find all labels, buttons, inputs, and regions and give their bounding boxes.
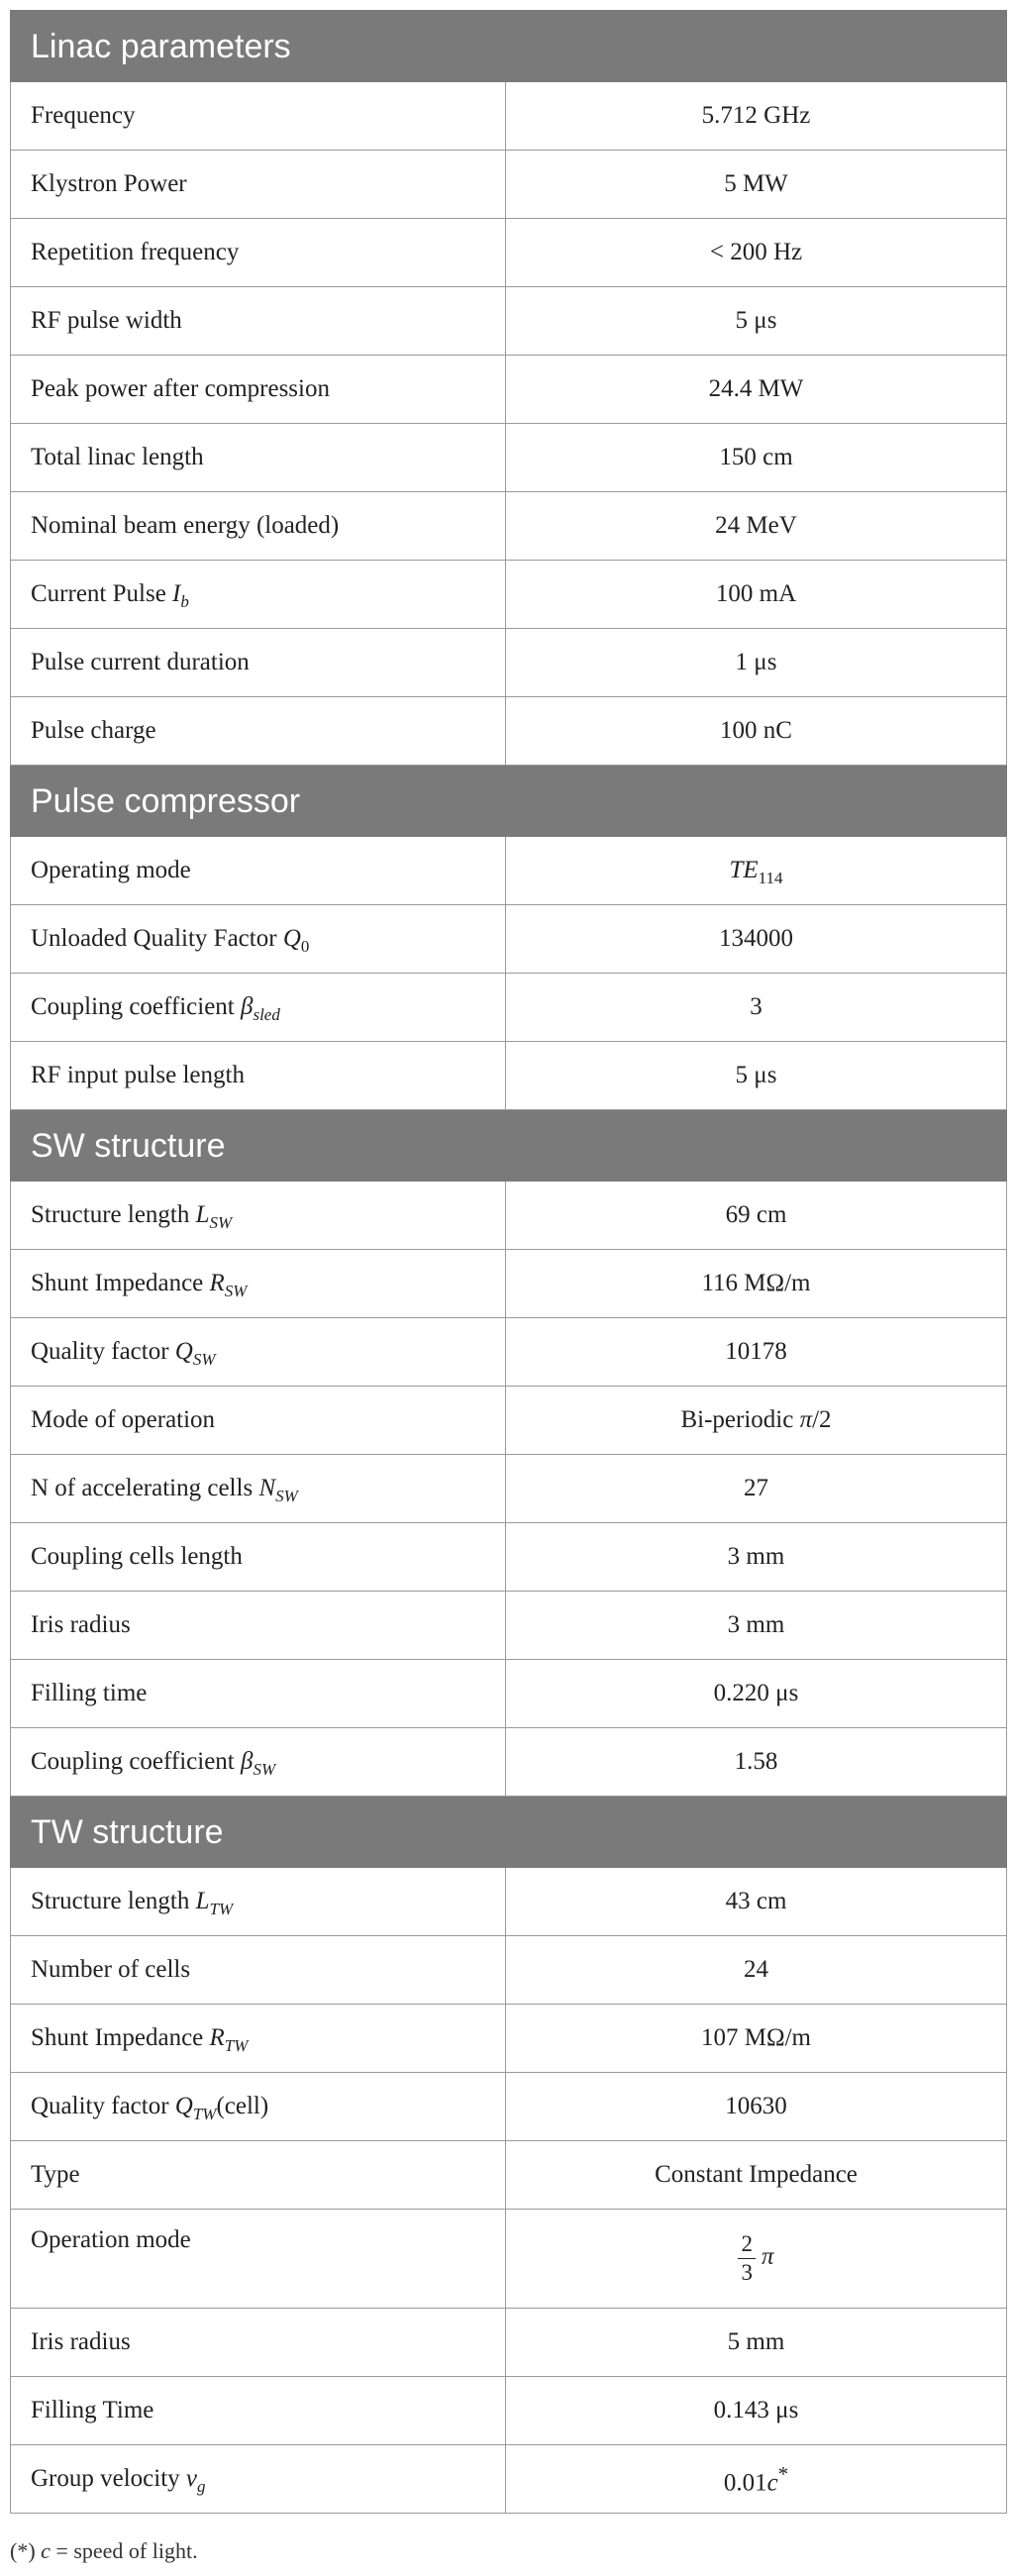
parameter-label: N of accelerating cells — [31, 1475, 254, 1501]
parameter-value: 107 MΩ/m — [506, 2005, 1007, 2073]
parameter-subscript: SW — [224, 1282, 248, 1300]
parameter-symbol: N — [258, 1475, 276, 1501]
parameter-value: 43 cm — [506, 1868, 1007, 1936]
table-row — [11, 1042, 1007, 1110]
parameter-value: 5 μs — [506, 287, 1007, 356]
parameter-label: Frequency — [11, 82, 506, 151]
parameter-value: 24.4 MW — [506, 356, 1007, 424]
table-row — [11, 2377, 1007, 2445]
parameter-value: 116 MΩ/m — [506, 1250, 1007, 1318]
parameter-value-cell — [506, 1387, 1007, 1455]
table-row — [11, 697, 1007, 766]
parameter-value-cell — [506, 2445, 1007, 2514]
section-title: Linac parameters — [11, 11, 1007, 82]
parameter-symbol: L — [195, 1201, 210, 1228]
value-symbol: c — [766, 2469, 778, 2497]
parameter-value: 24 — [506, 1936, 1007, 2005]
parameter-label: Number of cells — [11, 1936, 506, 2005]
section-header-linac — [11, 11, 1007, 82]
parameter-symbol: Q — [174, 1338, 193, 1365]
parameter-label: RF input pulse length — [11, 1042, 506, 1110]
value-symbol: π — [799, 1406, 813, 1433]
table-row — [11, 1936, 1007, 2005]
parameters-table — [10, 10, 1007, 2514]
parameter-label: Total linac length — [11, 424, 506, 492]
parameter-label: Pulse charge — [11, 697, 506, 766]
table-row — [11, 492, 1007, 561]
table-row — [11, 1868, 1007, 1936]
table-row — [11, 1592, 1007, 1660]
parameter-value: 150 cm — [506, 424, 1007, 492]
parameter-label: Coupling cells length — [11, 1523, 506, 1592]
parameter-value: 5 mm — [506, 2309, 1007, 2377]
parameter-value: 10630 — [506, 2073, 1007, 2141]
parameter-label: Pulse current duration — [11, 629, 506, 697]
parameter-value: Constant Impedance — [506, 2141, 1007, 2210]
parameter-value: 10178 — [506, 1318, 1007, 1387]
value-symbol: π — [761, 2243, 774, 2271]
parameter-label: Operating mode — [11, 837, 506, 905]
parameter-label: Mode of operation — [11, 1387, 506, 1455]
table-row — [11, 287, 1007, 356]
parameter-value: 5 μs — [506, 1042, 1007, 1110]
section-header-sw — [11, 1110, 1007, 1182]
parameter-label-cell — [11, 974, 506, 1042]
parameter-label: Type — [11, 2141, 506, 2210]
section-title: SW structure — [11, 1110, 1007, 1182]
footnote-symbol: c — [41, 2538, 51, 2563]
table-row — [11, 1523, 1007, 1592]
table-row — [11, 2073, 1007, 2141]
parameter-value: 3 mm — [506, 1592, 1007, 1660]
parameter-label-cell — [11, 561, 506, 629]
table-row — [11, 151, 1007, 219]
parameter-value: 100 nC — [506, 697, 1007, 766]
section-title: TW structure — [11, 1797, 1007, 1868]
value-prefix: Bi-periodic — [680, 1406, 800, 1433]
parameter-value: < 200 Hz — [506, 219, 1007, 287]
footnote — [10, 2537, 198, 2565]
section-title: Pulse compressor — [11, 766, 1007, 837]
parameter-label: Nominal beam energy (loaded) — [11, 492, 506, 561]
parameter-subscript: SW — [192, 1350, 216, 1369]
parameter-label-cell — [11, 905, 506, 974]
parameter-label-cell — [11, 1182, 506, 1250]
parameter-symbol: R — [209, 2024, 225, 2051]
parameter-symbol: Q — [282, 925, 301, 952]
parameter-subscript: sled — [253, 1005, 280, 1024]
parameter-label: Quality factor — [31, 1338, 169, 1365]
section-header-tw — [11, 1797, 1007, 1868]
table-row — [11, 356, 1007, 424]
table-row — [11, 2309, 1007, 2377]
parameter-label-cell — [11, 2005, 506, 2073]
parameter-subscript: g — [197, 2477, 206, 2496]
table-row — [11, 1455, 1007, 1523]
parameter-value: 3 mm — [506, 1523, 1007, 1592]
parameter-subscript: SW — [253, 1760, 276, 1779]
parameter-label-cell — [11, 1318, 506, 1387]
parameter-value: 134000 — [506, 905, 1007, 974]
section-header-compressor — [11, 766, 1007, 837]
parameter-label: Iris radius — [11, 1592, 506, 1660]
parameter-value: 3 — [506, 974, 1007, 1042]
parameter-symbol: v — [185, 2465, 198, 2492]
parameter-label: Quality factor — [31, 2093, 169, 2119]
parameter-symbol: I — [172, 580, 181, 607]
table-row — [11, 2445, 1007, 2514]
parameter-value: 0.143 μs — [506, 2377, 1007, 2445]
parameter-value: 0.220 μs — [506, 1660, 1007, 1728]
parameter-symbol: Q — [174, 2093, 193, 2119]
parameter-subscript: 0 — [300, 937, 310, 956]
table-row — [11, 974, 1007, 1042]
parameter-value: 100 mA — [506, 561, 1007, 629]
fraction-numerator: 2 — [738, 2230, 756, 2259]
parameter-label: Filling Time — [11, 2377, 506, 2445]
parameter-value: 5.712 GHz — [506, 82, 1007, 151]
parameter-value: 1 μs — [506, 629, 1007, 697]
parameter-label: RF pulse width — [11, 287, 506, 356]
parameter-label: Shunt Impedance — [31, 1270, 204, 1296]
parameter-value: 24 MeV — [506, 492, 1007, 561]
table-row — [11, 1182, 1007, 1250]
parameter-subscript: b — [180, 592, 189, 611]
parameter-value-cell — [506, 2210, 1007, 2309]
parameter-label: Current Pulse — [31, 580, 166, 607]
parameter-value: 27 — [506, 1455, 1007, 1523]
table-row — [11, 1728, 1007, 1797]
parameter-value: 69 cm — [506, 1182, 1007, 1250]
parameter-label: Unloaded Quality Factor — [31, 925, 277, 952]
parameter-symbol: R — [209, 1270, 225, 1296]
table-row — [11, 561, 1007, 629]
parameter-label: Coupling coefficient — [31, 993, 235, 1020]
table-row — [11, 837, 1007, 905]
table-row — [11, 1250, 1007, 1318]
parameter-label: Klystron Power — [11, 151, 506, 219]
parameter-label-cell — [11, 1250, 506, 1318]
parameter-value: 5 MW — [506, 151, 1007, 219]
parameter-suffix: (cell) — [216, 2093, 269, 2119]
table-row — [11, 219, 1007, 287]
footnote-marker: (*) — [10, 2538, 36, 2563]
fraction-denominator: 3 — [741, 2260, 753, 2285]
fraction — [738, 2230, 756, 2287]
table-row — [11, 1387, 1007, 1455]
parameter-label: Coupling coefficient — [31, 1748, 235, 1775]
table-row — [11, 1318, 1007, 1387]
parameter-symbol: L — [195, 1888, 210, 1914]
parameter-label-cell — [11, 1728, 506, 1797]
parameter-label: Filling time — [11, 1660, 506, 1728]
value-suffix: /2 — [812, 1406, 832, 1433]
parameter-subscript: TW — [209, 1900, 234, 1918]
parameter-label-cell — [11, 2073, 506, 2141]
parameter-label: Operation mode — [11, 2210, 506, 2309]
footnote-text: = speed of light. — [50, 2538, 198, 2563]
parameter-label: Structure length — [31, 1888, 190, 1914]
table-row — [11, 2141, 1007, 2210]
parameter-label-cell — [11, 1868, 506, 1936]
parameter-subscript: TW — [224, 2036, 249, 2055]
parameter-value-cell — [506, 837, 1007, 905]
value-number: 0.01 — [723, 2469, 767, 2497]
parameter-label-cell — [11, 2445, 506, 2514]
table-row — [11, 2210, 1007, 2309]
table-row — [11, 2005, 1007, 2073]
parameter-label: Group velocity — [31, 2465, 180, 2492]
parameter-subscript: SW — [275, 1487, 298, 1505]
parameter-label-cell — [11, 1455, 506, 1523]
table-row — [11, 82, 1007, 151]
table-row — [11, 424, 1007, 492]
parameter-label: Repetition frequency — [11, 219, 506, 287]
parameter-value: 1.58 — [506, 1728, 1007, 1797]
parameter-subscript: SW — [209, 1213, 233, 1232]
parameter-symbol: β — [241, 1748, 254, 1775]
parameter-subscript: TW — [192, 2105, 217, 2123]
parameter-label: Iris radius — [11, 2309, 506, 2377]
parameter-label: Structure length — [31, 1201, 190, 1228]
value-subscript: 114 — [758, 869, 783, 887]
value-suffix: * — [777, 2462, 789, 2487]
table-row — [11, 905, 1007, 974]
parameter-label: Shunt Impedance — [31, 2024, 204, 2051]
parameter-label: Peak power after compression — [11, 356, 506, 424]
value-symbol: TE — [729, 857, 759, 883]
table-row — [11, 1660, 1007, 1728]
parameter-symbol: β — [241, 993, 254, 1020]
table-row — [11, 629, 1007, 697]
